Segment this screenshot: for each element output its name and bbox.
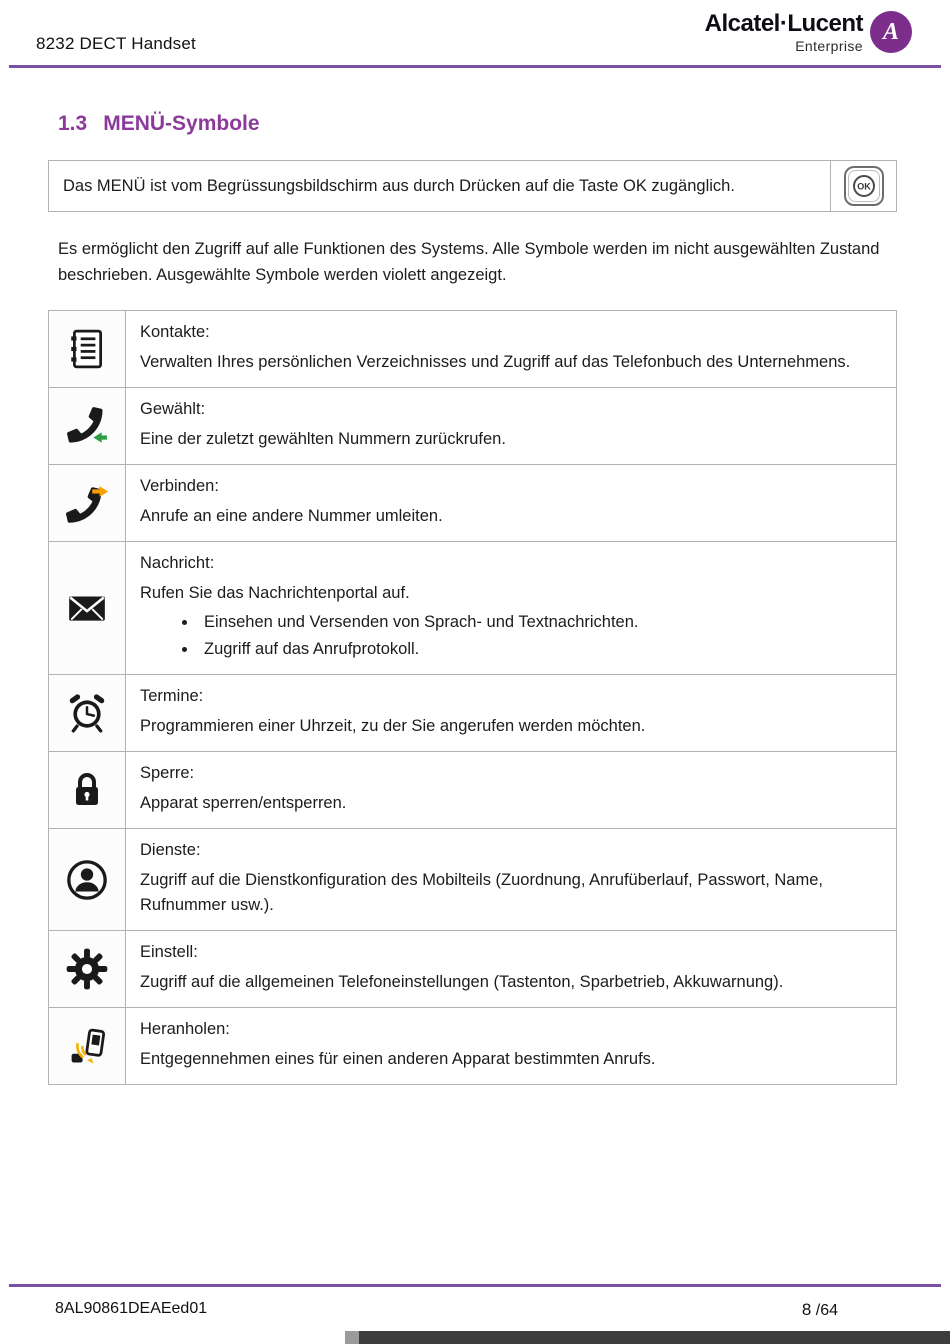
page-total: /64 (811, 1302, 838, 1319)
alarm-clock-icon (66, 692, 108, 734)
document-title: 8232 DECT Handset (36, 34, 196, 53)
section-title: MENÜ-Symbole (103, 112, 260, 135)
text-cell (126, 311, 896, 387)
text-cell (126, 1008, 896, 1084)
table-row (49, 311, 896, 388)
menu-item-title: Heranholen: (140, 1020, 230, 1038)
menu-item-bullet: • Zugriff auf das Anrufprotokoll. (198, 637, 882, 662)
brand-text (705, 10, 863, 54)
menu-item-line: Entgegennehmen eines für einen anderen Apparat bestimmten Anrufs. (140, 1050, 656, 1068)
icon-cell (49, 465, 126, 541)
text-cell (126, 931, 896, 1007)
section-number: 1.3 (58, 112, 88, 135)
intro-paragraph: Es ermöglicht den Zugriff auf alle Funktionen des Systems. Alle Symbole werden im nicht ausgewählten Zustand beschrieben. Ausgewählte Symbole werden violett angezeigt. (58, 240, 880, 284)
table-row (49, 388, 896, 465)
note-box (48, 160, 897, 212)
text-cell (126, 675, 896, 751)
table-row (49, 675, 896, 752)
table-row (49, 1008, 896, 1084)
menu-table (48, 310, 897, 1085)
text-cell (126, 388, 896, 464)
text-cell (126, 829, 896, 930)
table-row (49, 931, 896, 1008)
page-footer (0, 1284, 950, 1320)
icon-cell (49, 752, 126, 828)
brand-logo (705, 10, 912, 54)
menu-item-line: Eine der zuletzt gewählten Nummern zurückrufen. (140, 430, 506, 448)
document-reference: 8AL90861DEAEed01 (55, 1300, 208, 1317)
menu-item-title: Nachricht: (140, 554, 215, 572)
page-header (0, 0, 950, 65)
menu-item-line: Zugriff auf die allgemeinen Telefoneinstellungen (Tastenton, Sparbetrieb, Akkuwarnung). (140, 973, 784, 991)
table-row (49, 752, 896, 829)
table-row (49, 829, 896, 931)
menu-item-line: Verwalten Ihres persönlichen Verzeichnisses und Zugriff auf das Telefonbuch des Unternehmens. (140, 353, 851, 371)
menu-item-title: Verbinden: (140, 477, 219, 495)
menu-item-title: Einstell: (140, 943, 198, 961)
menu-item-bullet: • Einsehen und Versenden von Sprach- und Textnachrichten. (198, 610, 882, 635)
page-number (802, 1300, 838, 1320)
note-text: Das MENÜ ist vom Begrüssungsbildschirm aus durch Drücken auf die Taste OK zugänglich. (63, 176, 735, 195)
icon-cell (49, 675, 126, 751)
ok-key-cell (830, 161, 896, 211)
menu-item-title: Dienste: (140, 841, 201, 859)
header-rule (9, 65, 941, 68)
menu-item-title: Termine: (140, 687, 204, 705)
call-pickup-icon (65, 1024, 109, 1068)
icon-cell (49, 829, 126, 930)
menu-item-line: Rufen Sie das Nachrichtenportal auf. (140, 584, 410, 602)
menu-item-title: Sperre: (140, 764, 195, 782)
table-row (49, 542, 896, 675)
text-cell (126, 465, 896, 541)
user-circle-icon (65, 858, 109, 902)
text-cell (126, 542, 896, 674)
brand-mark-icon: A (870, 11, 912, 53)
menu-item-title: Kontakte: (140, 323, 210, 341)
lock-icon (67, 769, 107, 811)
brand-name: Alcatel·Lucent (704, 10, 863, 37)
menu-item-title: Gewählt: (140, 400, 206, 418)
contacts-icon (66, 328, 108, 370)
main-content (0, 112, 950, 1085)
icon-cell (49, 931, 126, 1007)
section-heading (58, 112, 897, 136)
menu-item-line: Zugriff auf die Dienstkonfiguration des Mobilteils (Zuordnung, Anrufüberlauf, Passwort, Name, Rufnummer usw.). (140, 871, 823, 914)
forward-phone-icon (66, 482, 108, 524)
redial-phone-icon (66, 405, 108, 447)
page-current: 8 (801, 1300, 812, 1319)
menu-item-bullets (198, 610, 882, 662)
icon-cell (49, 311, 126, 387)
text-cell (126, 752, 896, 828)
menu-item-line: Apparat sperren/entsperren. (140, 794, 347, 812)
icon-cell (49, 388, 126, 464)
footer-row (0, 1287, 950, 1320)
brand-subtitle: Enterprise (795, 38, 863, 54)
message-envelope-icon (65, 587, 109, 629)
ok-key-icon (842, 164, 886, 208)
table-row (49, 465, 896, 542)
bottom-bar (345, 1331, 950, 1344)
icon-cell (49, 1008, 126, 1084)
menu-item-line: Programmieren einer Uhrzeit, zu der Sie angerufen werden möchten. (140, 717, 646, 735)
gear-icon (65, 947, 109, 991)
menu-item-line: Anrufe an eine andere Nummer umleiten. (140, 507, 443, 525)
svg-text:OK: OK (856, 181, 871, 192)
icon-cell (49, 542, 126, 674)
